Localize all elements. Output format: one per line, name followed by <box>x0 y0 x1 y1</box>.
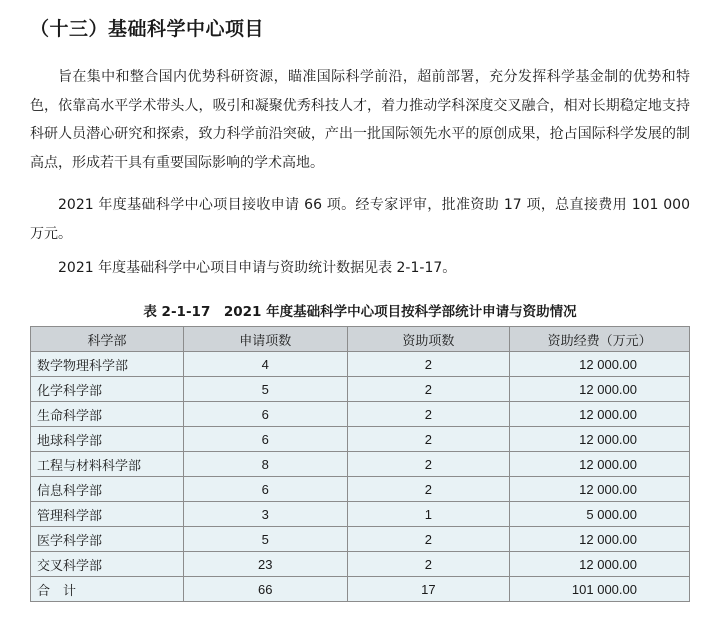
table-row <box>31 452 690 477</box>
cell-department: 地球科学部 <box>31 427 184 452</box>
cell-applications: 23 <box>183 552 347 577</box>
cell-applications: 66 <box>183 577 347 602</box>
table-row <box>31 402 690 427</box>
cell-funded-count: 2 <box>347 552 510 577</box>
cell-applications: 6 <box>183 477 347 502</box>
cell-department: 医学科学部 <box>31 527 184 552</box>
table-row <box>31 377 690 402</box>
cell-funding: 12 000.00 <box>510 402 690 427</box>
cell-department: 交叉科学部 <box>31 552 184 577</box>
cell-funding: 5 000.00 <box>510 502 690 527</box>
header-department: 科学部 <box>31 327 184 352</box>
table-row <box>31 502 690 527</box>
table-total-row <box>31 577 690 602</box>
cell-funded-count: 1 <box>347 502 510 527</box>
intro-paragraph: 旨在集中和整合国内优势科研资源，瞄准国际科学前沿，超前部署，充分发挥科学基金制的优势和特色，依靠高水平学术带头人，吸引和凝聚优秀科技人才，着力推动学科深度交叉融合，相对长期稳定地支持科研人员潜心研究和探索，致力科学前沿突破，产出一批国际领先水平的原创成果，抢占国际科学发展的制高点，形成若干具有重要国际影响的学术高地。 <box>30 69 690 171</box>
table-reference-paragraph: 2021 年度基础科学中心项目申请与资助统计数据见表 2-1-17。 <box>58 260 457 276</box>
table-header-row <box>31 327 690 352</box>
table-caption: 表 2-1-17 2021 年度基础科学中心项目按科学部统计申请与资助情况 <box>143 304 577 320</box>
cell-funded-count: 2 <box>347 452 510 477</box>
cell-funded-count: 2 <box>347 427 510 452</box>
cell-department: 工程与材料科学部 <box>31 452 184 477</box>
cell-funding: 12 000.00 <box>510 377 690 402</box>
table-row <box>31 527 690 552</box>
cell-department: 化学科学部 <box>31 377 184 402</box>
cell-funded-count: 17 <box>347 577 510 602</box>
cell-funded-count: 2 <box>347 477 510 502</box>
cell-funding: 12 000.00 <box>510 427 690 452</box>
cell-department: 信息科学部 <box>31 477 184 502</box>
header-funded-count: 资助项数 <box>347 327 510 352</box>
cell-department: 数学物理科学部 <box>31 352 184 377</box>
cell-department: 管理科学部 <box>31 502 184 527</box>
header-applications: 申请项数 <box>183 327 347 352</box>
cell-funded-count: 2 <box>347 352 510 377</box>
cell-funding: 12 000.00 <box>510 452 690 477</box>
summary-paragraph: 2021 年度基础科学中心项目接收申请 66 项。经专家评审，批准资助 17 项，总直接费用 101 000 万元。 <box>30 197 690 242</box>
cell-applications: 3 <box>183 502 347 527</box>
table-body <box>31 352 690 602</box>
cell-funded-count: 2 <box>347 527 510 552</box>
cell-funded-count: 2 <box>347 402 510 427</box>
table-row <box>31 552 690 577</box>
cell-applications: 6 <box>183 427 347 452</box>
cell-funding: 12 000.00 <box>510 352 690 377</box>
table-row <box>31 352 690 377</box>
table-row <box>31 427 690 452</box>
statistics-table <box>30 326 690 602</box>
table-row <box>31 477 690 502</box>
cell-applications: 4 <box>183 352 347 377</box>
cell-funding: 101 000.00 <box>510 577 690 602</box>
header-funding: 资助经费（万元） <box>510 327 690 352</box>
cell-applications: 6 <box>183 402 347 427</box>
cell-department: 生命科学部 <box>31 402 184 427</box>
cell-department: 合 计 <box>31 577 184 602</box>
cell-funded-count: 2 <box>347 377 510 402</box>
cell-funding: 12 000.00 <box>510 552 690 577</box>
cell-applications: 5 <box>183 527 347 552</box>
section-title: （十三）基础科学中心项目 <box>30 18 265 40</box>
cell-funding: 12 000.00 <box>510 477 690 502</box>
cell-applications: 8 <box>183 452 347 477</box>
cell-applications: 5 <box>183 377 347 402</box>
cell-funding: 12 000.00 <box>510 527 690 552</box>
